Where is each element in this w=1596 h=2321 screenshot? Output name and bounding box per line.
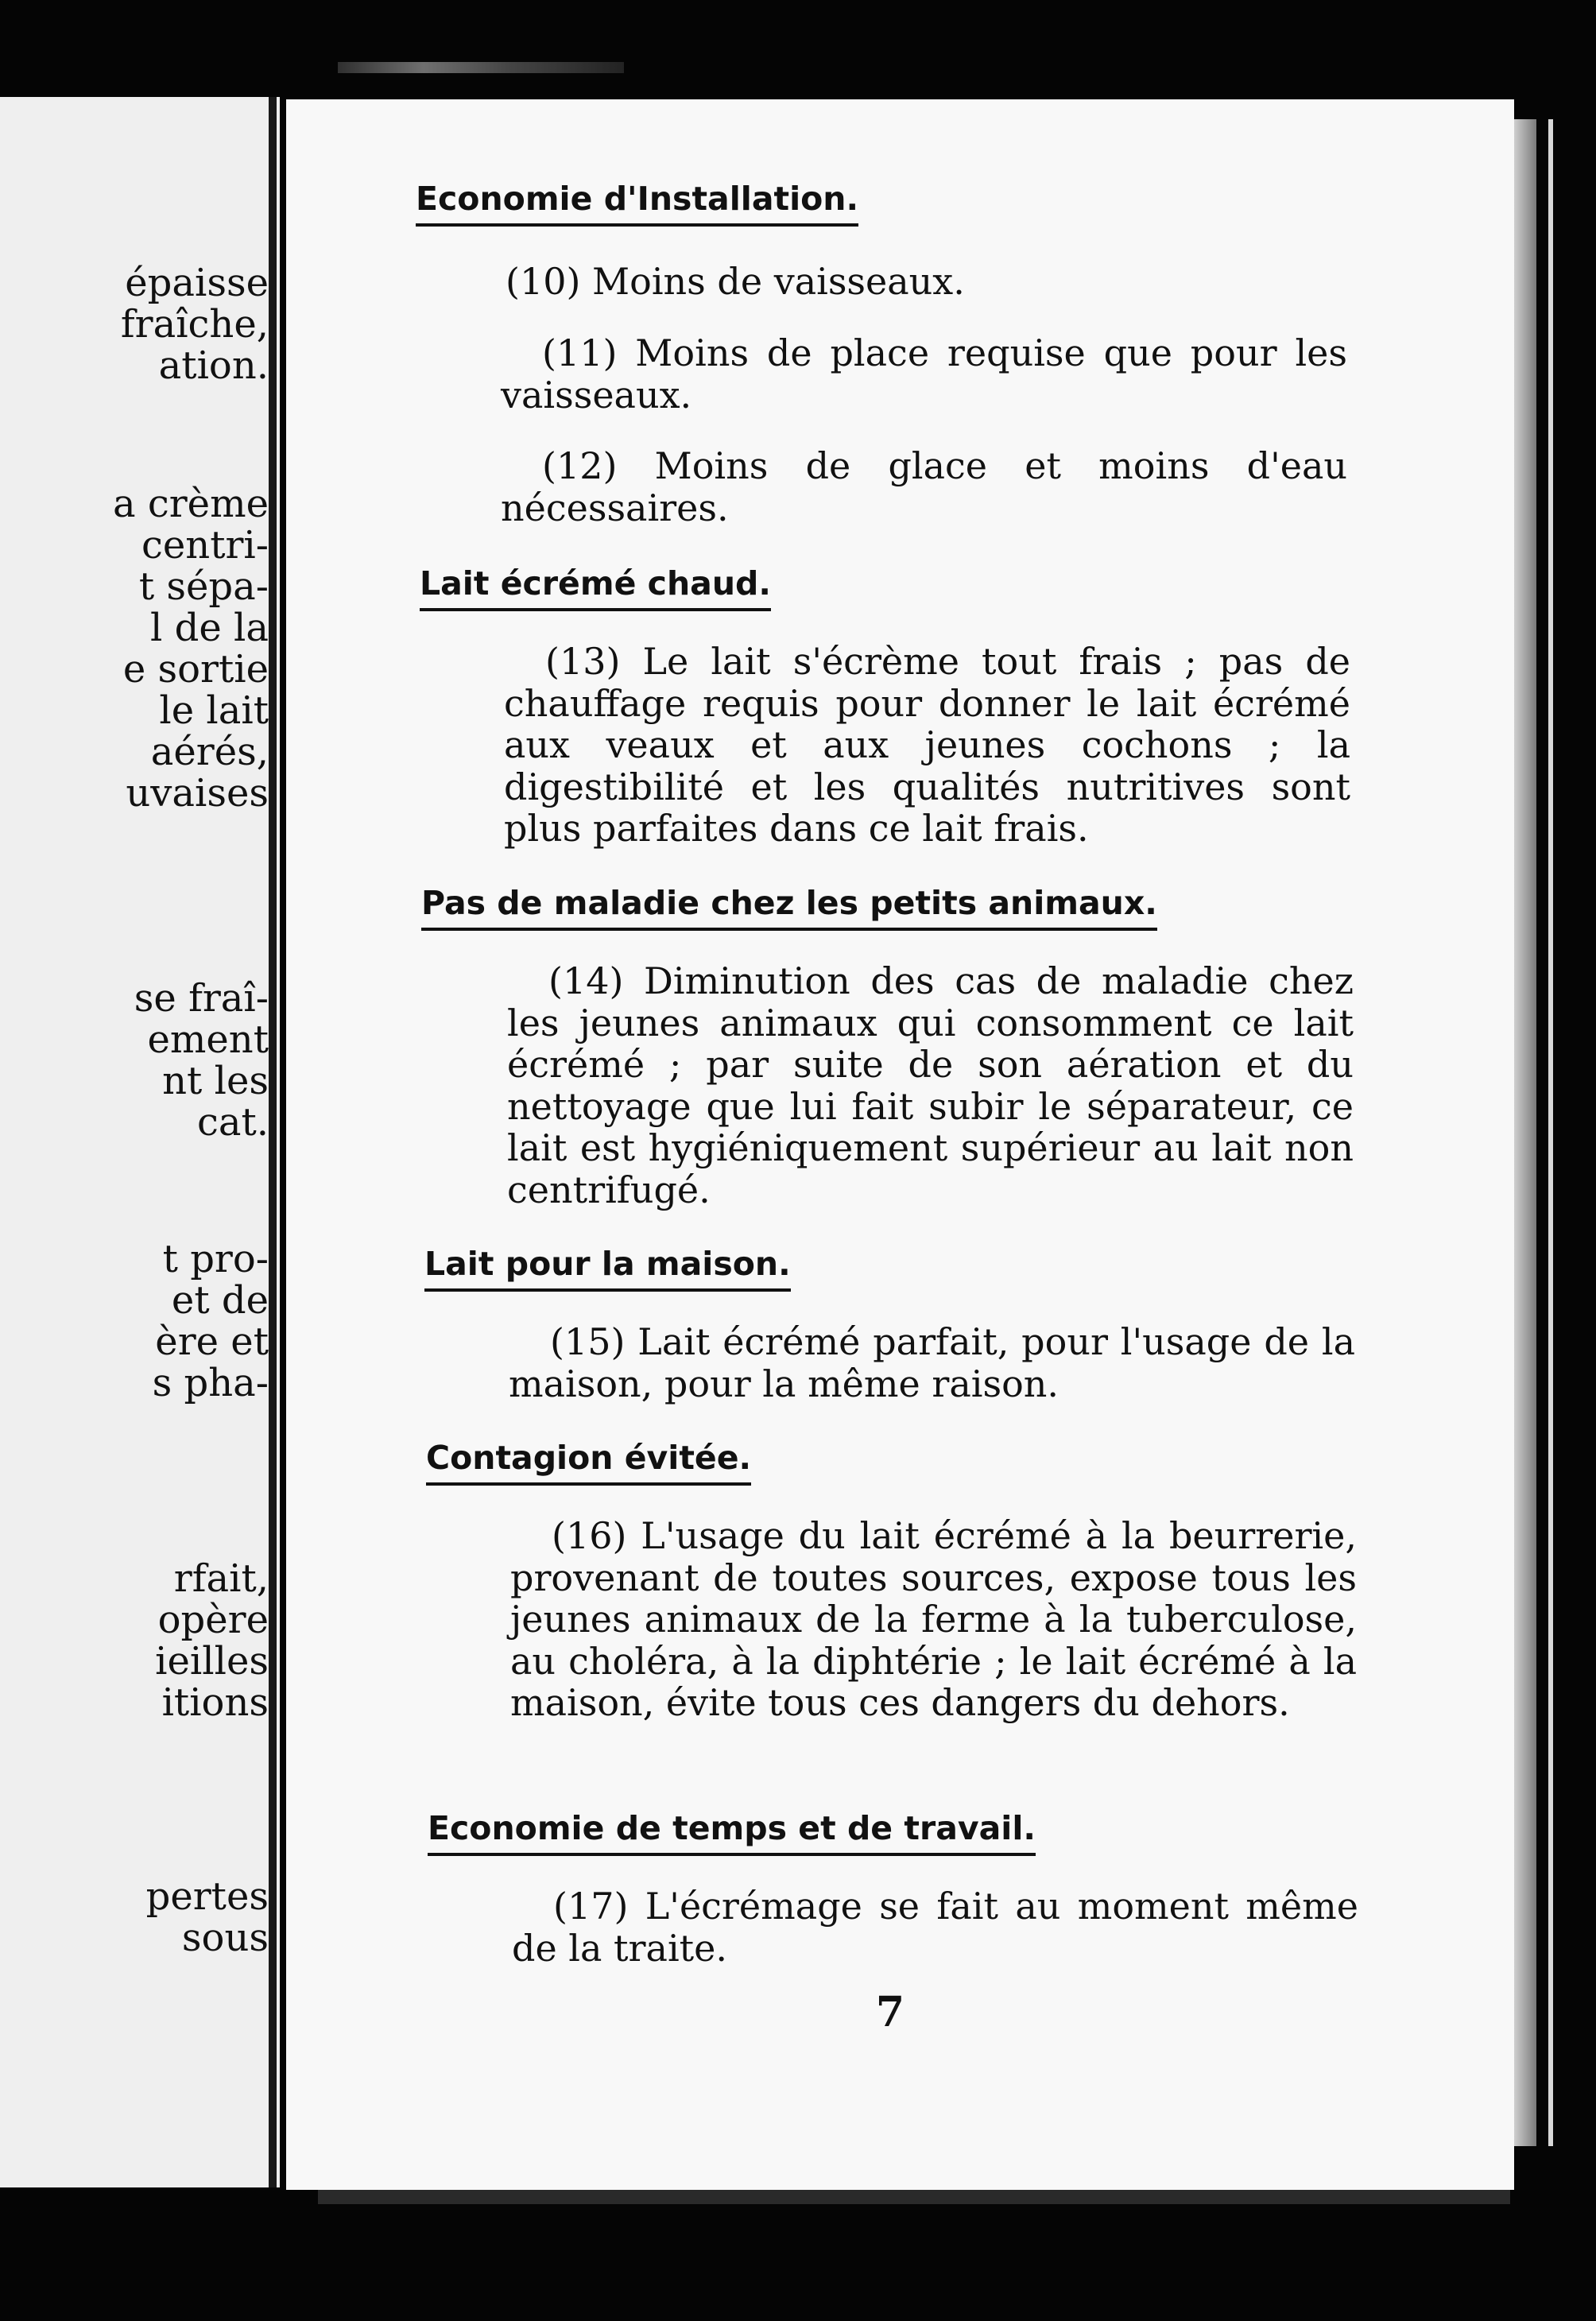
paragraph: (13) Le lait s'écrème tout frais ; pas de chauffage requis pour donner le lait écrémé aux veaux et aux jeunes cochons ; la digestibilité et les qualités nutritives sont plus parfaites dans ce lait frais. bbox=[504, 640, 1350, 850]
paragraph: (11) Moins de place requise que pour les vaisseaux. bbox=[501, 331, 1347, 417]
paragraph: (14) Diminution des cas de maladie chez les jeunes animaux qui consomment ce lait écrémé ; par suite de son aération et du nettoyage que lui fait subir le séparateur, ce lait est hygiéniquement supérieur au lait non centrifugé. bbox=[507, 959, 1354, 1211]
left-page-line: itions bbox=[161, 1680, 269, 1725]
section-heading: Economie d'Installation. bbox=[416, 176, 858, 227]
book-gutter bbox=[269, 97, 277, 2187]
left-page-line: opère bbox=[157, 1598, 269, 1642]
left-page-line: e sortie bbox=[122, 647, 269, 692]
left-page-line: t sépa- bbox=[138, 564, 269, 609]
left-page-line: cat. bbox=[196, 1100, 269, 1145]
left-page-line: aérés, bbox=[150, 730, 269, 774]
left-page-line: sous bbox=[181, 1916, 269, 1960]
scan-margin-mark bbox=[338, 62, 624, 73]
section-heading: Lait pour la maison. bbox=[424, 1242, 791, 1292]
section-heading: Lait écrémé chaud. bbox=[420, 561, 771, 611]
left-page-line: l de la bbox=[150, 606, 269, 650]
left-page-line: centri- bbox=[141, 523, 269, 568]
scan-margin-mark bbox=[318, 2190, 1510, 2204]
left-page-line: le lait bbox=[159, 688, 269, 733]
page-number: 7 bbox=[875, 1988, 905, 2036]
left-page-line: a crème bbox=[112, 482, 269, 526]
paragraph: (16) L'usage du lait écrémé à la beurrerie, provenant de toutes sources, expose tous les jeunes animaux de la ferme à la tuberculose, au choléra, à la diphtérie ; le lait écrémé à la maison, évite tous ces dangers du dehors. bbox=[510, 1514, 1357, 1724]
section-heading: Contagion évitée. bbox=[426, 1436, 751, 1486]
paragraph: (10) Moins de vaisseaux. bbox=[506, 260, 965, 303]
left-page-line: fraîche, bbox=[120, 302, 269, 347]
left-page-line: ation. bbox=[158, 343, 269, 388]
page-stack-edge bbox=[1548, 119, 1553, 2146]
left-page-line: ère et bbox=[155, 1319, 269, 1364]
left-page-line: pertes bbox=[145, 1874, 269, 1919]
paragraph: (12) Moins de glace et moins d'eau nécessaires. bbox=[501, 444, 1347, 529]
left-page-line: rfait, bbox=[173, 1556, 269, 1601]
left-page-line: uvaises bbox=[126, 771, 269, 816]
left-page-line: épaisse bbox=[125, 261, 269, 305]
left-facing-page bbox=[0, 97, 280, 2187]
left-page-line: ement bbox=[147, 1017, 269, 1062]
left-page-line: s pha- bbox=[152, 1361, 269, 1405]
paragraph: (15) Lait écrémé parfait, pour l'usage de la maison, pour la même raison. bbox=[509, 1320, 1355, 1405]
left-page-line: nt les bbox=[162, 1059, 269, 1103]
page-edge-shadow bbox=[1514, 119, 1536, 2146]
left-page-line: ieilles bbox=[155, 1639, 269, 1684]
section-heading: Economie de temps et de travail. bbox=[428, 1806, 1036, 1856]
left-page-line: se fraî- bbox=[134, 976, 269, 1021]
section-heading: Pas de maladie chez les petits animaux. bbox=[421, 881, 1157, 931]
paragraph: (17) L'écrémage se fait au moment même de la traite. bbox=[512, 1885, 1358, 1970]
left-page-line: t pro- bbox=[162, 1237, 269, 1281]
left-page-line: et de bbox=[171, 1278, 269, 1323]
